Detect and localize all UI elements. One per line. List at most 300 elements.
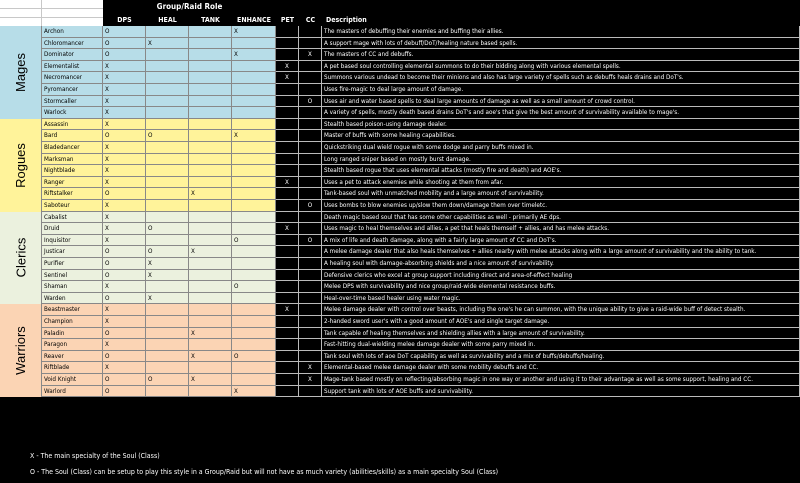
table-row <box>42 374 800 386</box>
description-cell: Uses bombs to blow enemies up/slow them down/damage them over timeletc. <box>322 200 800 212</box>
enhance-cell <box>232 107 276 119</box>
col-enhance-header: ENHANCE <box>237 16 271 24</box>
tank-cell <box>189 235 232 247</box>
dps-cell: X <box>103 304 146 316</box>
soul-name-cell: Warlock <box>42 107 103 119</box>
enhance-cell <box>232 96 276 108</box>
soul-name-cell: Marksman <box>42 154 103 166</box>
enhance-cell: X <box>232 130 276 142</box>
pet-cell <box>276 165 299 177</box>
description-cell: Master of buffs with some healing capabilities. <box>322 130 800 142</box>
heal-cell <box>146 328 189 340</box>
heal-cell <box>146 96 189 108</box>
soul-name-cell: Dominator <box>42 49 103 61</box>
dps-cell: O <box>103 38 146 50</box>
soul-name-cell: Reaver <box>42 351 103 363</box>
soul-name-cell: Bard <box>42 130 103 142</box>
description-cell: Defensive clerics who excel at group support including direct and area-of-effect healing <box>322 270 800 282</box>
group-label-warriors <box>0 304 42 397</box>
heal-cell <box>146 362 189 374</box>
pet-cell <box>276 362 299 374</box>
group-label-mages <box>0 26 42 119</box>
dps-cell: X <box>103 72 146 84</box>
soul-name-cell: Riftstalker <box>42 188 103 200</box>
heal-cell <box>146 351 189 363</box>
soul-name-cell: Void Knight <box>42 374 103 386</box>
soul-name-cell: Paragon <box>42 339 103 351</box>
dps-cell: O <box>103 328 146 340</box>
cc-cell <box>299 270 322 282</box>
cc-cell <box>299 26 322 38</box>
description-cell: Tank capable of healing themselves and shielding allies with a large amount of survivability. <box>322 328 800 340</box>
pet-cell <box>276 246 299 258</box>
enhance-cell <box>232 72 276 84</box>
pet-cell <box>276 293 299 305</box>
dps-cell: O <box>103 270 146 282</box>
dps-cell: X <box>103 339 146 351</box>
pet-cell <box>276 386 299 398</box>
enhance-cell <box>232 270 276 282</box>
pet-cell <box>276 328 299 340</box>
enhance-cell <box>232 212 276 224</box>
table-row <box>42 38 800 50</box>
col-description-header: Description <box>326 16 367 24</box>
enhance-cell: O <box>232 235 276 247</box>
group-label-text: Mages <box>13 52 28 92</box>
description-cell: Summons various undead to become their minions and also has large variety of spells such as debuffs heals drains and DoT's. <box>322 72 800 84</box>
description-cell: Fast-hitting dual-wielding melee damage dealer with some parry mixed in. <box>322 339 800 351</box>
table-row <box>42 386 800 398</box>
dps-cell: X <box>103 362 146 374</box>
enhance-cell <box>232 339 276 351</box>
pet-cell <box>276 200 299 212</box>
heal-cell <box>146 165 189 177</box>
col-pet-header: PET <box>280 16 295 24</box>
soul-name-cell: Assassin <box>42 119 103 131</box>
enhance-cell <box>232 38 276 50</box>
cc-cell <box>299 130 322 142</box>
table-row <box>42 154 800 166</box>
tank-cell: X <box>189 328 232 340</box>
heal-cell <box>146 61 189 73</box>
dps-cell: X <box>103 165 146 177</box>
pet-cell <box>276 130 299 142</box>
pet-cell <box>276 49 299 61</box>
description-cell: 2-handed sword user's with a good amount of AOE's and single target damage. <box>322 316 800 328</box>
enhance-cell <box>232 200 276 212</box>
heal-cell <box>146 26 189 38</box>
table-row <box>42 188 800 200</box>
heal-cell: O <box>146 246 189 258</box>
table-row <box>42 316 800 328</box>
description-cell: Melee damage dealer with control over beasts, including the one's he can summon, with the unique ability to give a raid-wide buff of detect stealth. <box>322 304 800 316</box>
tank-cell <box>189 119 232 131</box>
tank-cell <box>189 72 232 84</box>
dps-cell: X <box>103 84 146 96</box>
table-row <box>42 293 800 305</box>
cc-cell <box>299 212 322 224</box>
description-cell: A mix of life and death damage, along with a fairly large amount of CC and DoT's. <box>322 235 800 247</box>
heal-cell <box>146 72 189 84</box>
pet-cell <box>276 212 299 224</box>
enhance-cell <box>232 362 276 374</box>
pet-cell <box>276 38 299 50</box>
cc-cell <box>299 38 322 50</box>
description-cell: Heal-over-time based healer using water magic. <box>322 293 800 305</box>
tank-cell <box>189 362 232 374</box>
table-row <box>42 328 800 340</box>
enhance-cell <box>232 316 276 328</box>
dps-cell: X <box>103 61 146 73</box>
tank-cell <box>189 96 232 108</box>
soul-name-cell: Bladedancer <box>42 142 103 154</box>
soul-name-cell: Nightblade <box>42 165 103 177</box>
table-row <box>42 49 800 61</box>
pet-cell: X <box>276 177 299 189</box>
table-row <box>42 270 800 282</box>
cc-cell <box>299 328 322 340</box>
description-cell: Stealth based rogue that uses elemental attacks (mostly fire and death) and AOE's. <box>322 165 800 177</box>
heal-cell <box>146 49 189 61</box>
tank-cell <box>189 142 232 154</box>
table-row <box>42 96 800 108</box>
enhance-cell <box>232 84 276 96</box>
table-row <box>42 258 800 270</box>
pet-cell <box>276 235 299 247</box>
tank-cell <box>189 212 232 224</box>
enhance-cell <box>232 119 276 131</box>
heal-cell <box>146 386 189 398</box>
enhance-cell <box>232 154 276 166</box>
pet-cell <box>276 142 299 154</box>
table-row <box>42 351 800 363</box>
cc-cell: O <box>299 200 322 212</box>
description-cell: The masters of debuffing their enemies and buffing their allies. <box>322 26 800 38</box>
pet-cell <box>276 374 299 386</box>
description-cell: A pet based soul controlling elemental summons to do their bidding along with various elemental spells. <box>322 61 800 73</box>
dps-cell: X <box>103 96 146 108</box>
description-cell: A variety of spells, mostly death based drains DoT's and aoe's that give the best amount of survivability available to mage's. <box>322 107 800 119</box>
soul-name-cell: Champion <box>42 316 103 328</box>
cc-cell <box>299 72 322 84</box>
tank-cell <box>189 223 232 235</box>
tank-cell <box>189 26 232 38</box>
tank-cell: X <box>189 351 232 363</box>
heal-cell <box>146 84 189 96</box>
heal-cell <box>146 107 189 119</box>
description-cell: Uses a pet to attack enemies while shooting at them from afar. <box>322 177 800 189</box>
dps-cell: O <box>103 26 146 38</box>
enhance-cell <box>232 61 276 73</box>
enhance-cell <box>232 142 276 154</box>
cc-cell <box>299 61 322 73</box>
col-tank-header: TANK <box>201 16 220 24</box>
pet-cell <box>276 188 299 200</box>
pet-cell <box>276 339 299 351</box>
header-corner <box>0 0 103 26</box>
tank-cell <box>189 304 232 316</box>
table-row <box>42 200 800 212</box>
heal-cell: O <box>146 130 189 142</box>
pet-cell <box>276 154 299 166</box>
table-row <box>42 61 800 73</box>
enhance-cell <box>232 293 276 305</box>
enhance-cell <box>232 246 276 258</box>
table-row <box>42 130 800 142</box>
soul-name-cell: Inquisitor <box>42 235 103 247</box>
tank-cell <box>189 49 232 61</box>
cc-cell <box>299 351 322 363</box>
cc-cell <box>299 119 322 131</box>
heal-cell <box>146 304 189 316</box>
table-row <box>42 212 800 224</box>
group-label-clerics <box>0 212 42 305</box>
tank-cell: X <box>189 188 232 200</box>
cc-cell: X <box>299 374 322 386</box>
pet-cell <box>276 26 299 38</box>
dps-cell: X <box>103 281 146 293</box>
enhance-cell <box>232 223 276 235</box>
dps-cell: O <box>103 293 146 305</box>
pet-cell <box>276 281 299 293</box>
tank-cell <box>189 84 232 96</box>
description-cell: Death magic based soul that has some other capabilities as well - primarily AE dps. <box>322 212 800 224</box>
heal-cell <box>146 200 189 212</box>
table-row <box>42 119 800 131</box>
description-cell: Quickstriking dual wield rogue with some dodge and parry buffs mixed in. <box>322 142 800 154</box>
enhance-cell <box>232 188 276 200</box>
soul-name-cell: Saboteur <box>42 200 103 212</box>
col-cc-header: CC <box>305 16 316 24</box>
description-cell: Mage-tank based mostly on reflecting/absorbing magic in one way or another and using it to their advantage as well as some support, healing and CC. <box>322 374 800 386</box>
enhance-cell: X <box>232 386 276 398</box>
group-label-rogues <box>0 119 42 212</box>
heal-cell <box>146 119 189 131</box>
soul-name-cell: Purifier <box>42 258 103 270</box>
description-cell: A melee damage dealer that also heals themselves + allies nearby with melee attacks along with a large amount of survivability and the ability to tank. <box>322 246 800 258</box>
dps-cell: O <box>103 130 146 142</box>
enhance-cell: X <box>232 26 276 38</box>
enhance-cell <box>232 177 276 189</box>
pet-cell <box>276 316 299 328</box>
cc-cell <box>299 304 322 316</box>
tank-cell <box>189 339 232 351</box>
dps-cell: X <box>103 142 146 154</box>
pet-cell: X <box>276 304 299 316</box>
dps-cell: X <box>103 223 146 235</box>
enhance-cell <box>232 304 276 316</box>
dps-cell: O <box>103 246 146 258</box>
pet-cell <box>276 107 299 119</box>
description-cell: Tank-based soul with unmatched mobility and a large amount of survivability. <box>322 188 800 200</box>
enhance-cell: O <box>232 351 276 363</box>
dps-cell: X <box>103 119 146 131</box>
description-cell: Uses air and water based spells to deal large amounts of damage as well as a small amount of crowd control. <box>322 96 800 108</box>
cc-cell: O <box>299 96 322 108</box>
description-cell: Elemental-based melee damage dealer with some mobility debuffs and CC. <box>322 362 800 374</box>
cc-cell <box>299 154 322 166</box>
cc-cell <box>299 246 322 258</box>
cc-cell <box>299 223 322 235</box>
cc-cell <box>299 258 322 270</box>
cc-cell: O <box>299 235 322 247</box>
description-cell: Support tank with lots of AOE buffs and survivability. <box>322 386 800 398</box>
pet-cell <box>276 270 299 282</box>
cc-cell <box>299 386 322 398</box>
heal-cell <box>146 339 189 351</box>
description-cell: Long ranged sniper based on mostly burst damage. <box>322 154 800 166</box>
tank-cell <box>189 270 232 282</box>
table-row <box>42 84 800 96</box>
pet-cell: X <box>276 61 299 73</box>
dps-cell: X <box>103 177 146 189</box>
soul-name-cell: Stormcaller <box>42 96 103 108</box>
description-cell: The masters of CC and debuffs. <box>322 49 800 61</box>
cc-cell <box>299 293 322 305</box>
soul-name-cell: Necromancer <box>42 72 103 84</box>
table-row <box>42 142 800 154</box>
tank-cell <box>189 316 232 328</box>
dps-cell: O <box>103 351 146 363</box>
group-label-text: Clerics <box>12 238 28 278</box>
table-row <box>42 304 800 316</box>
col-dps-header: DPS <box>117 16 132 24</box>
cc-cell <box>299 188 322 200</box>
tank-cell <box>189 200 232 212</box>
description-cell: A support mage with lots of debuff/DoT/healing nature based spells. <box>322 38 800 50</box>
dps-cell: O <box>103 386 146 398</box>
dps-cell: X <box>103 107 146 119</box>
enhance-cell: O <box>232 281 276 293</box>
description-cell: Stealth based poison-using damage dealer. <box>322 119 800 131</box>
heal-cell: X <box>146 293 189 305</box>
col-heal-header: HEAL <box>158 16 177 24</box>
table-row <box>42 246 800 258</box>
soul-name-cell: Archon <box>42 26 103 38</box>
legend-x: X - The main specialty of the Soul (Class) <box>30 452 160 460</box>
cc-cell <box>299 316 322 328</box>
pet-cell <box>276 96 299 108</box>
heal-cell <box>146 188 189 200</box>
description-cell: Uses magic to heal themselves and allies, a pet that heals themself + allies, and has melee attacks. <box>322 223 800 235</box>
heal-cell <box>146 177 189 189</box>
table-row <box>42 177 800 189</box>
tank-cell <box>189 281 232 293</box>
heal-cell <box>146 142 189 154</box>
cc-cell <box>299 339 322 351</box>
cc-cell <box>299 281 322 293</box>
soul-name-cell: Ranger <box>42 177 103 189</box>
table-row <box>42 281 800 293</box>
pet-cell <box>276 84 299 96</box>
tank-cell: X <box>189 246 232 258</box>
heal-cell <box>146 281 189 293</box>
cc-cell: X <box>299 49 322 61</box>
tank-cell <box>189 258 232 270</box>
tank-cell: X <box>189 374 232 386</box>
table-row <box>42 223 800 235</box>
description-cell: Melee DPS with survivability and nice group/raid-wide elemental resistance buffs. <box>322 281 800 293</box>
tank-cell <box>189 177 232 189</box>
enhance-cell <box>232 374 276 386</box>
description-cell: Uses fire-magic to deal large amount of damage. <box>322 84 800 96</box>
tank-cell <box>189 130 232 142</box>
soul-name-cell: Warden <box>42 293 103 305</box>
soul-name-cell: Beastmaster <box>42 304 103 316</box>
pet-cell <box>276 258 299 270</box>
dps-cell: X <box>103 154 146 166</box>
heal-cell: O <box>146 223 189 235</box>
soul-name-cell: Cabalist <box>42 212 103 224</box>
enhance-cell <box>232 165 276 177</box>
tank-cell <box>189 61 232 73</box>
soul-name-cell: Justicar <box>42 246 103 258</box>
pet-cell <box>276 119 299 131</box>
table-row <box>42 72 800 84</box>
enhance-cell <box>232 328 276 340</box>
table-row <box>42 339 800 351</box>
legend-o: O - The Soul (Class) can be setup to play this style in a Group/Raid but will not have as much variety (abilities/skills) as a main specialty Soul (Class) <box>30 468 499 476</box>
soul-name-cell: Chloromancer <box>42 38 103 50</box>
soul-name-cell: Pyromancer <box>42 84 103 96</box>
legend <box>0 443 800 483</box>
table-row <box>42 107 800 119</box>
table-row <box>42 165 800 177</box>
pet-cell: X <box>276 223 299 235</box>
heal-cell: X <box>146 38 189 50</box>
heal-cell <box>146 316 189 328</box>
tank-cell <box>189 107 232 119</box>
tank-cell <box>189 386 232 398</box>
table-row <box>42 235 800 247</box>
dps-cell: O <box>103 188 146 200</box>
enhance-cell <box>232 258 276 270</box>
heal-cell: X <box>146 270 189 282</box>
group-raid-role-header: Group/Raid Role <box>156 2 223 11</box>
soul-name-cell: Shaman <box>42 281 103 293</box>
dps-cell: O <box>103 258 146 270</box>
tank-cell <box>189 154 232 166</box>
heal-cell <box>146 154 189 166</box>
dps-cell: X <box>103 235 146 247</box>
cc-cell <box>299 107 322 119</box>
dps-cell: X <box>103 316 146 328</box>
heal-cell <box>146 235 189 247</box>
heal-cell: X <box>146 258 189 270</box>
cc-cell <box>299 142 322 154</box>
cc-cell: X <box>299 362 322 374</box>
cc-cell <box>299 177 322 189</box>
cc-cell <box>299 84 322 96</box>
heal-cell <box>146 212 189 224</box>
soul-name-cell: Warlord <box>42 386 103 398</box>
description-cell: A healing soul with damage-absorbing shields and a nice amount of survivability. <box>322 258 800 270</box>
soul-name-cell: Druid <box>42 223 103 235</box>
soul-name-cell: Riftblade <box>42 362 103 374</box>
dps-cell: O <box>103 374 146 386</box>
heal-cell: O <box>146 374 189 386</box>
pet-cell <box>276 351 299 363</box>
table-row <box>42 362 800 374</box>
enhance-cell: X <box>232 49 276 61</box>
dps-cell: X <box>103 212 146 224</box>
group-label-text: Rogues <box>13 142 28 188</box>
soul-name-cell: Sentinel <box>42 270 103 282</box>
tank-cell <box>189 165 232 177</box>
dps-cell: O <box>103 49 146 61</box>
tank-cell <box>189 293 232 305</box>
table-row <box>42 26 800 38</box>
